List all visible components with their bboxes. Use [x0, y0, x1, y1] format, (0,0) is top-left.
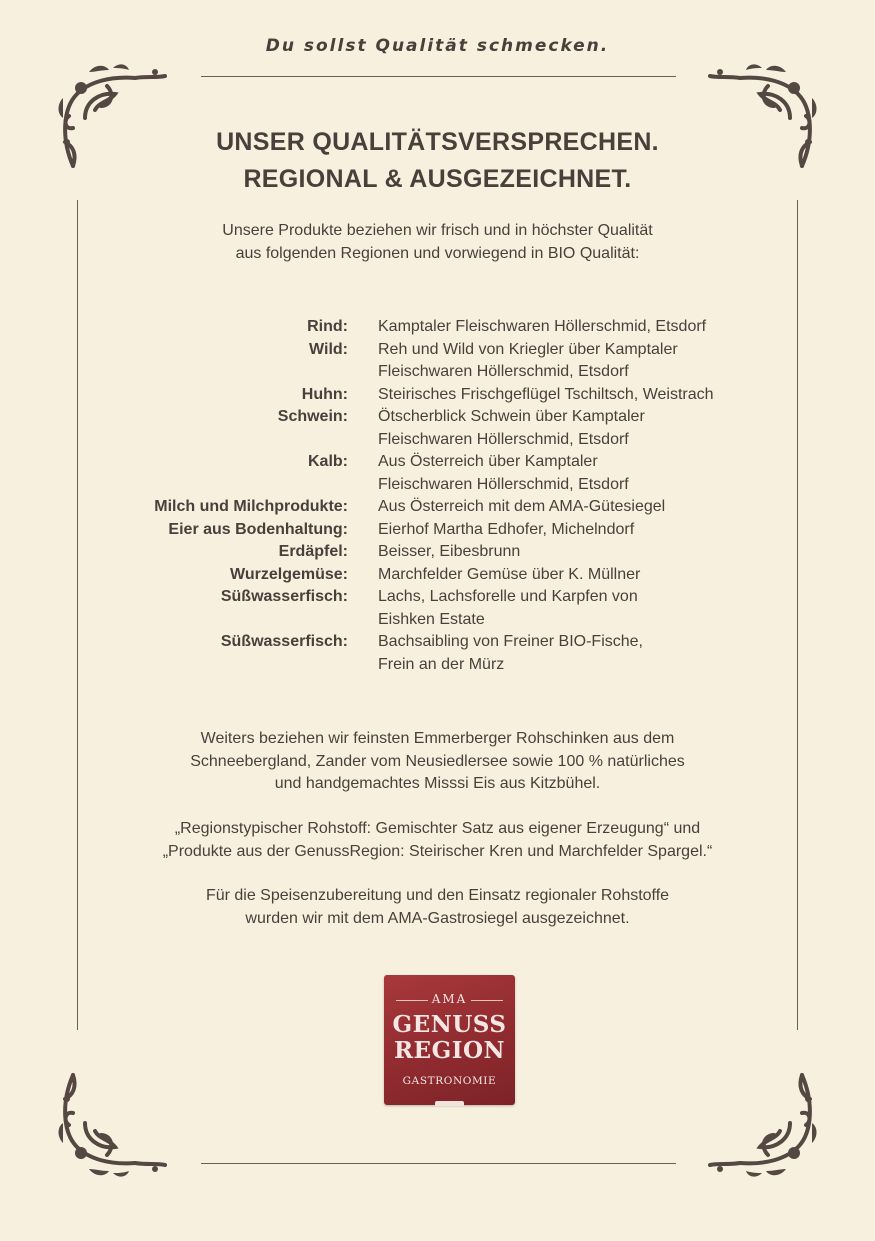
supplier-name-line: Fleischwaren Höllerschmid, Etsdorf — [378, 475, 629, 493]
intro-line-1: Unsere Produkte beziehen wir frisch und in höchster Qualität — [222, 222, 653, 239]
paragraph-line: Schneebergland, Zander vom Neusiedlersee sowie 100 % natürliches — [190, 752, 685, 770]
tagline: Du sollst Qualität schmecken. — [265, 36, 610, 56]
supplier-name-line: Fleischwaren Höllerschmid, Etsdorf — [378, 430, 629, 448]
supplier-name-line: Lachs, Lachsforelle und Karpfen von — [378, 588, 638, 605]
supplier-category-label: Wild: — [309, 340, 348, 358]
supplier-name-line: Aus Österreich mit dem AMA-Gütesiegel — [378, 498, 666, 515]
paragraph-award — [0, 885, 875, 930]
supplier-name — [378, 519, 798, 542]
supplier-name-line: Steirisches Frischgeflügel Tschiltsch, Weistrach — [378, 385, 714, 403]
title-line-1: UNSER QUALITÄTSVERSPRECHEN. — [216, 128, 659, 156]
supplier-row — [0, 541, 875, 564]
supplier-category-label: Süßwasserfisch: — [220, 588, 348, 605]
supplier-name-line: Kamptaler Fleischwaren Höllerschmid, Etsdorf — [378, 318, 707, 335]
supplier-row — [0, 564, 875, 587]
supplier-name-line: Bachsaibling von Freiner BIO-Fische, — [378, 633, 643, 650]
supplier-name — [378, 631, 798, 676]
paragraph-line: „Regionstypischer Rohstoff: Gemischter Satz aus eigener Erzeugung“ und — [174, 820, 701, 837]
supplier-category-label: Wurzelgemüse: — [230, 565, 348, 583]
paragraph-additional-products — [0, 728, 875, 796]
supplier-category-label: Rind: — [307, 318, 348, 335]
paragraph-line: Für die Speisenzubereitung und den Einsatz regionaler Rohstoffe — [205, 887, 670, 904]
supplier-row — [0, 316, 875, 339]
paragraph-line: wurden wir mit dem AMA-Gastrosiegel ausgezeichnet. — [245, 909, 630, 927]
supplier-category-label: Süßwasserfisch: — [220, 633, 348, 650]
supplier-name-line: Eierhof Martha Edhofer, Michelndorf — [378, 520, 635, 538]
paragraph-line: „Produkte aus der GenussRegion: Steirischer Kren und Marchfelder Spargel.“ — [162, 842, 713, 860]
supplier-name-line: Frein an der Mürz — [378, 655, 505, 673]
supplier-list — [0, 316, 875, 676]
paragraph-line: und handgemachtes Misssi Eis aus Kitzbühel. — [274, 775, 601, 792]
supplier-name-line: Aus Österreich über Kamptaler — [378, 453, 598, 470]
logo-region-text: REGION — [393, 1037, 506, 1064]
supplier-row — [0, 406, 875, 451]
logo-ama-text: AMA — [431, 992, 468, 1006]
ama-genuss-region-logo — [384, 975, 515, 1105]
supplier-name — [378, 564, 798, 587]
corner-ornament-bottom-left — [55, 1068, 170, 1183]
supplier-name-line: Ötscherblick Schwein über Kamptaler — [378, 408, 645, 425]
logo-genuss-text: GENUSS — [392, 1011, 507, 1038]
supplier-name — [378, 451, 798, 496]
supplier-category-label: Erdäpfel: — [278, 543, 348, 560]
supplier-name — [378, 496, 798, 519]
corner-ornament-bottom-right — [705, 1068, 820, 1183]
supplier-row — [0, 631, 875, 676]
supplier-row — [0, 519, 875, 542]
supplier-name-line: Fleischwaren Höllerschmid, Etsdorf — [378, 363, 629, 380]
logo-tab — [435, 1101, 464, 1106]
supplier-name — [378, 384, 798, 407]
supplier-name-line: Reh und Wild von Kriegler über Kamptaler — [378, 340, 678, 358]
supplier-category-label: Schwein: — [277, 408, 348, 425]
supplier-row — [0, 384, 875, 407]
logo-gastronomie-text: GASTRONOMIE — [402, 1075, 497, 1087]
intro-text — [0, 219, 875, 265]
supplier-row — [0, 496, 875, 519]
intro-line-2: aus folgenden Regionen und vorwiegend in BIO Qualität: — [235, 245, 640, 262]
supplier-name-line: Beisser, Eibesbrunn — [378, 543, 521, 560]
supplier-category-label: Milch und Milchprodukte: — [154, 498, 348, 515]
paragraph-regional-raw-materials — [0, 818, 875, 863]
logo-rule-right — [471, 1000, 503, 1001]
supplier-row — [0, 451, 875, 496]
supplier-name — [378, 339, 798, 384]
supplier-name-line: Marchfelder Gemüse über K. Müllner — [378, 565, 641, 583]
supplier-category-label: Huhn: — [301, 385, 348, 403]
supplier-category-label: Kalb: — [308, 453, 348, 470]
paragraph-line: Weiters beziehen wir feinsten Emmerberger Rohschinken aus dem — [200, 730, 675, 747]
supplier-name — [378, 406, 798, 451]
supplier-row — [0, 339, 875, 384]
top-divider — [201, 76, 676, 77]
title-line-2: REGIONAL & AUSGEZEICHNET. — [243, 165, 632, 193]
supplier-row — [0, 586, 875, 631]
supplier-category-label: Eier aus Bodenhaltung: — [168, 520, 348, 538]
bottom-divider — [201, 1163, 676, 1164]
page-title — [0, 124, 875, 198]
supplier-name — [378, 541, 798, 564]
supplier-name — [378, 586, 798, 631]
supplier-name-line: Eishken Estate — [378, 610, 485, 628]
supplier-name — [378, 316, 798, 339]
